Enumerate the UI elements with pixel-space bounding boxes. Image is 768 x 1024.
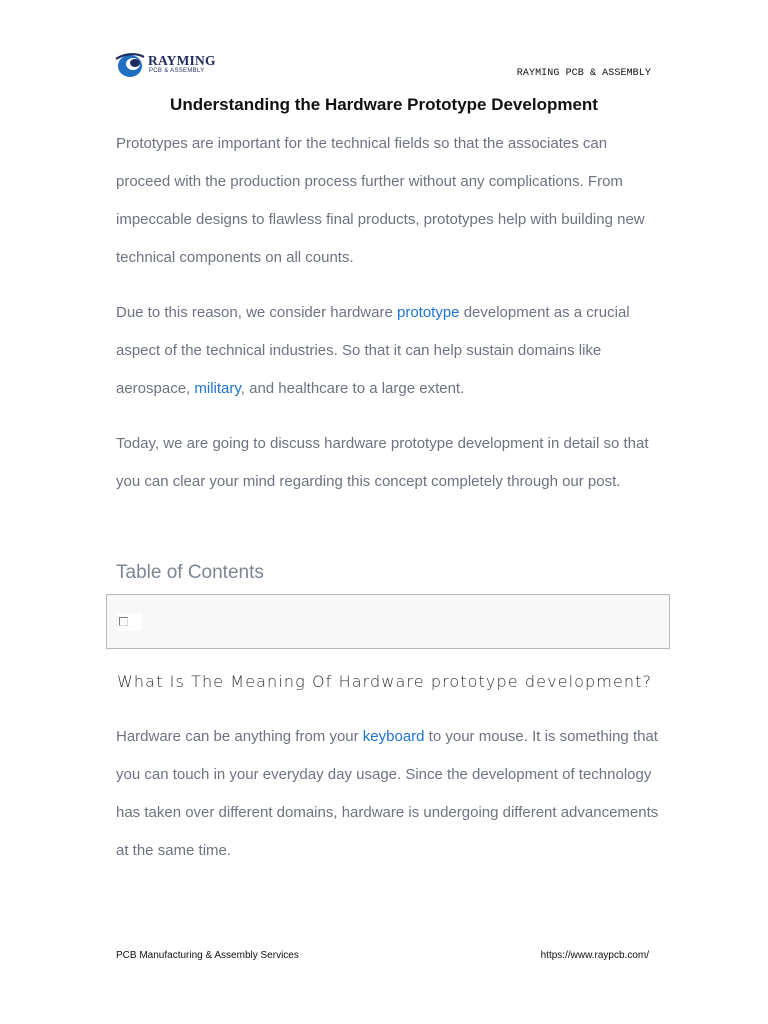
toc-toggle[interactable]: [117, 613, 142, 631]
paragraph-2-text-2: development as a crucial aspect of the technical industries. So that it can help sustain domains like aerospace,: [116, 304, 630, 397]
logo-subtitle: PCB & ASSEMBLY: [149, 68, 205, 74]
keyboard-link[interactable]: keyboard: [362, 728, 425, 745]
footer-services: PCB Manufacturing & Assembly Services: [116, 950, 299, 961]
section-heading: What Is The Meaning Of Hardware prototype development?: [117, 672, 653, 691]
section-paragraph: [116, 718, 661, 870]
intro-paragraph: Prototypes are important for the technical fields so that the associates can proceed with the production process further without any complications. From impeccable designs to flawless final products, prototypes help with building new technical components on all counts.: [116, 135, 645, 266]
header-company-label: RAYMING PCB & ASSEMBLY: [516, 68, 651, 79]
prototype-link[interactable]: prototype: [396, 304, 460, 321]
paragraph-2-text-1: Due to this reason, we consider hardware: [116, 304, 397, 321]
rayming-logo: [115, 50, 215, 80]
logo-name: RAYMING: [148, 53, 216, 68]
paragraph-3: Today, we are going to discuss hardware prototype development in detail so that you can clear your mind regarding this concept completely through our post.: [116, 435, 649, 490]
section-paragraph-text-1: Hardware can be anything from your: [116, 728, 363, 745]
checkbox-icon[interactable]: [119, 617, 128, 626]
page-title: Understanding the Hardware Prototype Development: [170, 95, 598, 114]
paragraph-2: [116, 294, 661, 408]
toc-heading: Table of Contents: [116, 562, 264, 583]
section-paragraph-text-2: to your mouse. It is something that you can touch in your everyday day usage. Since the development of technology has taken over different domains, hardware is undergoing different advancements at the same time.: [116, 728, 659, 859]
military-link[interactable]: military: [194, 380, 241, 397]
rayming-logo-icon: [115, 50, 145, 80]
paragraph-2-text-3: , and healthcare to a large extent.: [240, 380, 465, 397]
toc-box: [106, 594, 670, 649]
footer-url[interactable]: https://www.raypcb.com/: [540, 950, 649, 961]
